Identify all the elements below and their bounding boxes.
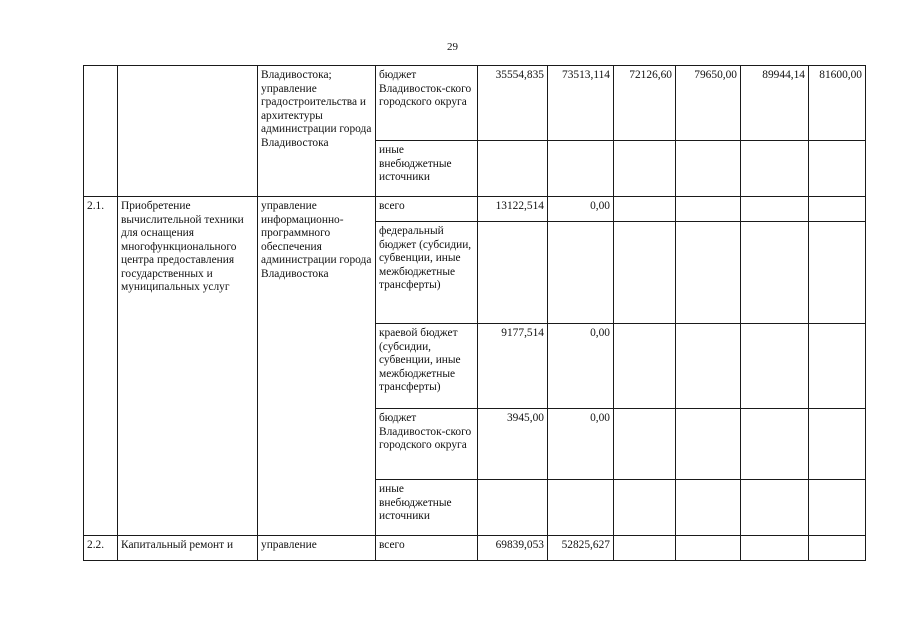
funding-source-cell: бюджет Владивосток-ского городского округа — [376, 66, 478, 141]
value-cell — [676, 197, 741, 222]
funding-source-cell: федеральный бюджет (субсидии, субвенции, иные межбюджетные трансферты) — [376, 222, 478, 324]
value-cell: 69839,053 — [478, 536, 548, 561]
value-cell — [614, 409, 676, 480]
value-cell — [676, 536, 741, 561]
value-cell — [676, 409, 741, 480]
measure-name-cell — [118, 66, 258, 197]
table-row — [84, 66, 866, 141]
value-cell: 81600,00 — [809, 66, 866, 141]
value-cell: 9177,514 — [478, 324, 548, 409]
funding-source-cell: краевой бюджет (субсидии, субвенции, иные межбюджетные трансферты) — [376, 324, 478, 409]
value-cell — [614, 141, 676, 197]
value-cell: 3945,00 — [478, 409, 548, 480]
value-cell — [676, 480, 741, 536]
funding-source-cell: иные внебюджетные источники — [376, 141, 478, 197]
program-financing-table — [83, 65, 866, 561]
value-cell — [676, 141, 741, 197]
value-cell — [741, 197, 809, 222]
responsible-cell: управление информационно-программного обеспечения администрации города Владивостока — [258, 197, 376, 536]
value-cell — [809, 480, 866, 536]
value-cell — [548, 480, 614, 536]
measure-name-cell: Приобретение вычислительной техники для оснащения многофункционального центра предоставления государственных и муниципальных услуг — [118, 197, 258, 536]
row-number-cell: 2.2. — [84, 536, 118, 561]
responsible-cell: управление — [258, 536, 376, 561]
funding-source-cell: всего — [376, 197, 478, 222]
value-cell: 89944,14 — [741, 66, 809, 141]
funding-source-cell: всего — [376, 536, 478, 561]
value-cell — [614, 324, 676, 409]
value-cell — [741, 324, 809, 409]
value-cell — [478, 141, 548, 197]
value-cell — [478, 222, 548, 324]
table-row — [84, 536, 866, 561]
value-cell — [809, 324, 866, 409]
value-cell: 0,00 — [548, 409, 614, 480]
value-cell — [741, 480, 809, 536]
page-number: 29 — [447, 41, 458, 53]
funding-source-cell: бюджет Владивосток-ского городского округа — [376, 409, 478, 480]
value-cell — [809, 197, 866, 222]
value-cell: 73513,114 — [548, 66, 614, 141]
value-cell: 72126,60 — [614, 66, 676, 141]
value-cell — [614, 480, 676, 536]
value-cell — [614, 222, 676, 324]
value-cell: 0,00 — [548, 197, 614, 222]
value-cell — [676, 324, 741, 409]
responsible-cell: Владивостока; управление градостроительства и архитектуры администрации города Владивостока — [258, 66, 376, 197]
value-cell — [478, 480, 548, 536]
value-cell: 13122,514 — [478, 197, 548, 222]
value-cell — [676, 222, 741, 324]
row-number-cell: 2.1. — [84, 197, 118, 536]
row-number-cell — [84, 66, 118, 197]
value-cell — [741, 222, 809, 324]
value-cell — [614, 197, 676, 222]
value-cell — [548, 222, 614, 324]
value-cell — [614, 536, 676, 561]
value-cell: 35554,835 — [478, 66, 548, 141]
value-cell — [809, 222, 866, 324]
funding-source-cell: иные внебюджетные источники — [376, 480, 478, 536]
value-cell — [548, 141, 614, 197]
measure-name-cell: Капитальный ремонт и — [118, 536, 258, 561]
value-cell: 79650,00 — [676, 66, 741, 141]
value-cell — [741, 409, 809, 480]
value-cell — [809, 409, 866, 480]
value-cell — [741, 141, 809, 197]
value-cell: 52825,627 — [548, 536, 614, 561]
value-cell — [741, 536, 809, 561]
value-cell: 0,00 — [548, 324, 614, 409]
value-cell — [809, 536, 866, 561]
value-cell — [809, 141, 866, 197]
table-row — [84, 197, 866, 222]
